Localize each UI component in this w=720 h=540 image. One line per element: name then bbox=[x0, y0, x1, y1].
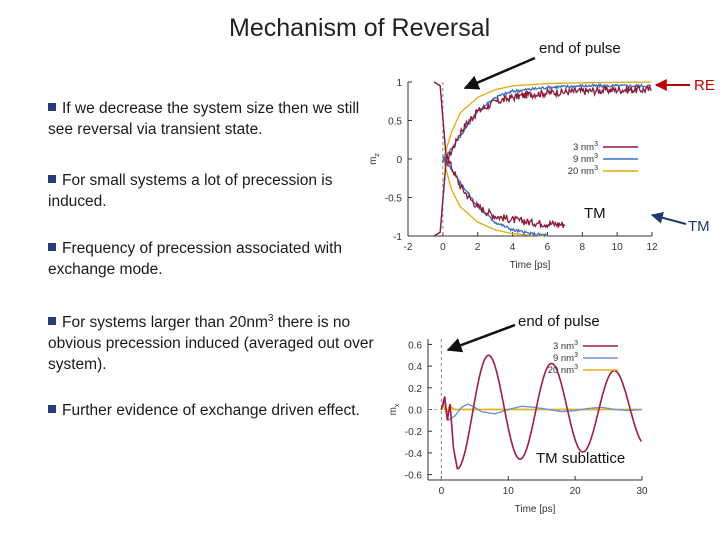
bullet-4-superscript: 3 bbox=[267, 313, 274, 324]
mx-chart bbox=[370, 325, 660, 535]
end-of-pulse-label-top: end of pulse bbox=[539, 40, 621, 57]
bullet-3 bbox=[48, 238, 388, 280]
bullet-5-text: Further evidence of exchange driven effect. bbox=[62, 402, 360, 419]
x-tick-label: 10 bbox=[502, 486, 514, 497]
mz-chart bbox=[360, 70, 670, 280]
y-tick-label: -0.6 bbox=[404, 470, 422, 482]
bullet-2 bbox=[48, 170, 388, 212]
legend-label: 3 $nm^3$ bbox=[552, 340, 578, 352]
bullet-4-text-b: there is no obvious precession induced (averaged out over system). bbox=[48, 314, 374, 374]
bullet-marker-icon bbox=[48, 103, 56, 111]
y-tick-label: 0.4 bbox=[408, 362, 422, 374]
x-axis-label: Time [ps] bbox=[509, 260, 551, 271]
bullet-marker-icon bbox=[48, 175, 56, 183]
bullet-marker-icon bbox=[48, 317, 56, 325]
legend-label: 9 $nm^3$ bbox=[572, 153, 598, 165]
y-tick-label: -0.5 bbox=[384, 193, 402, 205]
tm-label-right: TM bbox=[688, 218, 710, 235]
bullet-3-text: Frequency of precession associated with exchange mode. bbox=[48, 240, 343, 278]
legend-label: 3 $nm^3$ bbox=[572, 141, 598, 153]
x-tick-label: 4 bbox=[509, 242, 516, 253]
series-line-20nm3 bbox=[441, 405, 642, 415]
x-tick-label: 10 bbox=[611, 242, 623, 253]
y-tick-label: -0.2 bbox=[404, 427, 422, 439]
series-line-3nm-upper bbox=[434, 82, 651, 161]
legend-label: 9 $nm^3$ bbox=[552, 352, 578, 364]
series-line-3nm3 bbox=[441, 355, 641, 469]
x-tick-label: 6 bbox=[544, 242, 551, 253]
bullet-marker-icon bbox=[48, 243, 56, 251]
x-axis-label: Time [ps] bbox=[514, 504, 556, 515]
y-axis-label: $m_z$ bbox=[368, 153, 381, 165]
tm-sublattice-label: TM sublattice bbox=[536, 450, 626, 467]
bullet-4-text-a: For systems larger than 20nm bbox=[62, 314, 268, 332]
slide-title: Mechanism of Reversal bbox=[229, 14, 491, 42]
y-tick-label: -0.4 bbox=[404, 448, 422, 460]
bullet-1-text: If we decrease the system size then we still see reversal via transient state. bbox=[48, 100, 360, 138]
x-tick-label: 12 bbox=[646, 242, 658, 253]
y-tick-label: 0.5 bbox=[388, 116, 402, 128]
x-tick-label: 30 bbox=[636, 486, 648, 497]
legend-label: 20 $nm^3$ bbox=[547, 364, 578, 376]
bullet-5 bbox=[48, 400, 388, 421]
y-tick-label: 0.2 bbox=[408, 383, 422, 395]
y-tick-label: 0.0 bbox=[408, 405, 422, 417]
x-tick-label: 0 bbox=[440, 242, 446, 253]
x-tick-label: 2 bbox=[474, 242, 481, 253]
bullet-marker-icon bbox=[48, 405, 56, 413]
x-tick-label: -2 bbox=[403, 242, 413, 253]
legend-label: 20 $nm^3$ bbox=[567, 165, 598, 177]
re-label: RE bbox=[694, 77, 715, 94]
x-tick-label: 8 bbox=[579, 242, 586, 253]
y-tick-label: 0.6 bbox=[408, 340, 422, 352]
bullet-2-text: For small systems a lot of precession is induced. bbox=[48, 172, 333, 210]
tm-label-top: TM bbox=[584, 205, 606, 222]
y-axis-label: $m_x$ bbox=[388, 403, 401, 416]
bullet-1 bbox=[48, 98, 388, 140]
y-tick-label: 0 bbox=[396, 155, 402, 166]
bullet-4 bbox=[48, 308, 388, 375]
y-tick-label: 1 bbox=[396, 78, 402, 89]
y-tick-label: -1 bbox=[393, 232, 402, 243]
end-of-pulse-label-bottom: end of pulse bbox=[518, 313, 600, 330]
x-tick-label: 20 bbox=[569, 486, 581, 497]
x-tick-label: 0 bbox=[438, 486, 445, 497]
